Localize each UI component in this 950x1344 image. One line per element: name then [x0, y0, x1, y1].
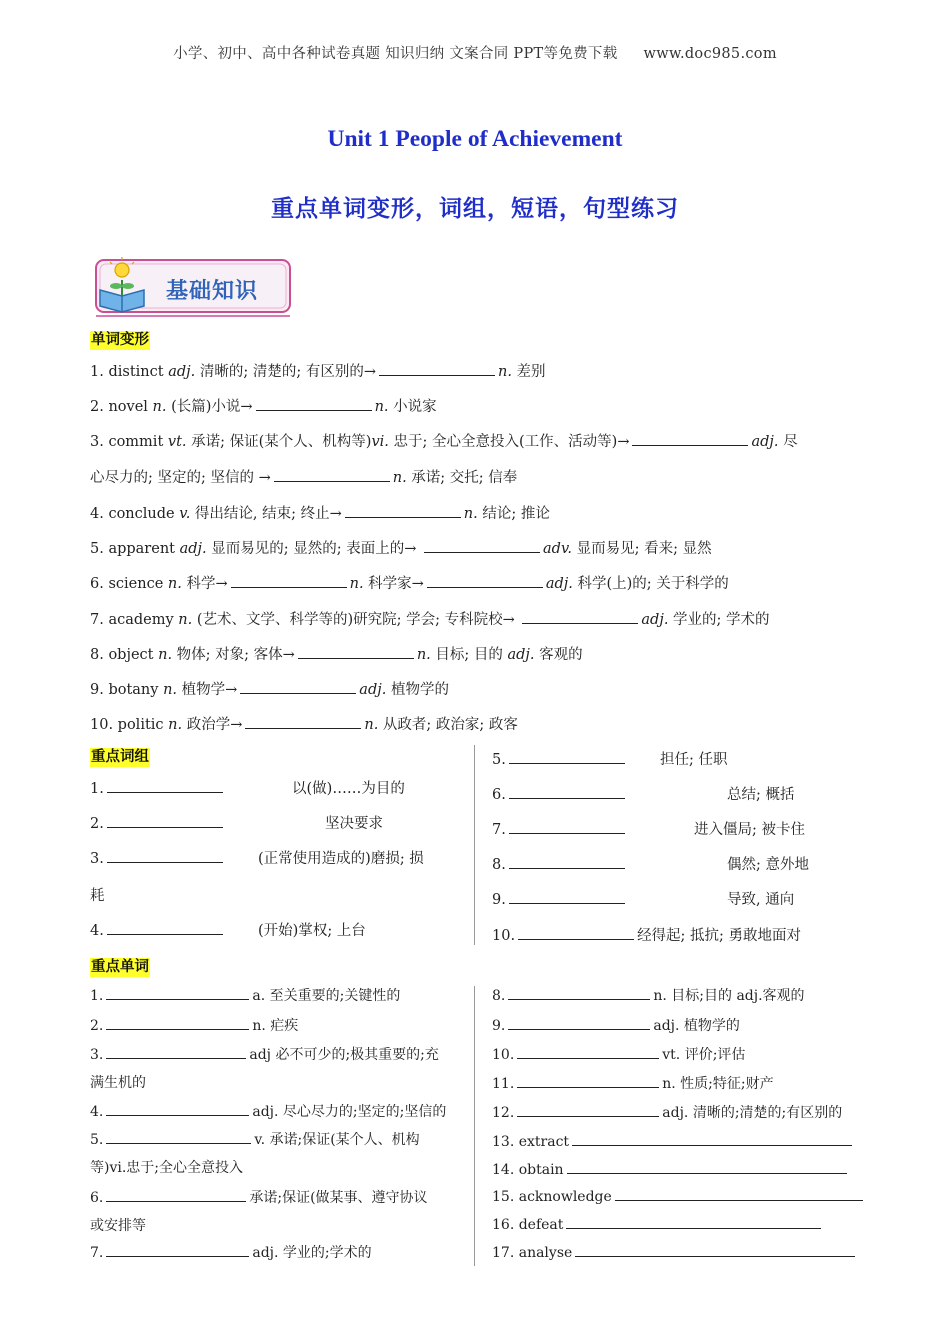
item-meaning: adj 必不可少的;极其重要的;充	[249, 1047, 439, 1063]
item-meaning: n. 目标;目的 adj.客观的	[653, 988, 805, 1004]
answer-blank[interactable]	[509, 855, 625, 869]
item-meaning: 清晰的; 清楚的; 有区别的→	[195, 364, 376, 380]
item-meaning: 客观的	[534, 647, 583, 663]
part-of-speech: adj.	[179, 541, 207, 557]
answer-blank[interactable]	[106, 1243, 249, 1257]
item-meaning: n. 疟疾	[252, 1018, 299, 1034]
item-meaning: 小说家	[388, 399, 437, 415]
item-word: apparent	[108, 541, 175, 557]
item-meaning: adj. 植物学的	[653, 1018, 740, 1034]
part-of-speech: n.	[364, 717, 379, 733]
item-meaning: 承诺; 保证(某个人、机构等)	[186, 434, 372, 450]
item-number: 2.	[90, 1018, 104, 1034]
item-meaning: 耗	[90, 888, 105, 904]
item-number: 5.	[90, 541, 104, 557]
item-number: 16.	[492, 1217, 515, 1233]
phrase-item	[492, 785, 862, 805]
item-number: 7.	[90, 612, 104, 628]
item-meaning: 忠于; 全心全意投入(工作、活动等)→	[388, 434, 630, 450]
item-number: 5.	[90, 1132, 104, 1148]
item-number: 6.	[90, 1190, 104, 1206]
item-number: 14.	[492, 1162, 515, 1178]
item-number: 6.	[90, 576, 104, 592]
word-form-item	[90, 680, 449, 700]
item-meaning: 结论; 推论	[477, 506, 550, 522]
phrase-item	[90, 886, 460, 906]
answer-blank[interactable]	[106, 1045, 246, 1059]
item-meaning: 坚决要求	[325, 816, 383, 832]
answer-blank[interactable]	[509, 750, 625, 764]
column-divider	[474, 745, 475, 945]
item-meaning: 导致, 通向	[727, 892, 795, 908]
word-form-item	[90, 645, 583, 665]
key-word-item	[90, 1073, 146, 1093]
part-of-speech: adj.	[545, 576, 573, 592]
item-number: 10.	[492, 928, 516, 944]
answer-blank[interactable]	[508, 986, 650, 1000]
item-number: 8.	[492, 857, 506, 873]
answer-blank[interactable]	[106, 986, 249, 1000]
answer-blank[interactable]	[274, 468, 390, 482]
answer-blank[interactable]	[517, 1074, 659, 1088]
item-word: politic	[117, 717, 164, 733]
item-word: science	[108, 576, 164, 592]
item-number: 3.	[90, 851, 104, 867]
part-of-speech: v.	[179, 506, 191, 522]
key-word-item	[492, 1103, 842, 1123]
part-of-speech: n.	[168, 717, 183, 733]
phrase-item	[492, 926, 862, 946]
answer-blank[interactable]	[231, 574, 347, 588]
answer-blank[interactable]	[424, 539, 540, 553]
section-label-phrases: 重点词组	[91, 749, 149, 765]
item-word: acknowledge	[518, 1189, 612, 1205]
item-number: 2.	[90, 399, 104, 415]
key-word-item	[90, 1102, 446, 1122]
part-of-speech: vi.	[371, 434, 389, 450]
part-of-speech: adv.	[543, 541, 573, 557]
part-of-speech: n.	[392, 470, 407, 486]
phrase-item	[90, 779, 460, 799]
banner-label: 基础知识	[166, 279, 259, 304]
key-word-item	[492, 1243, 858, 1263]
item-meaning: 尽	[778, 434, 798, 450]
answer-blank[interactable]	[522, 610, 638, 624]
item-number: 10.	[90, 717, 114, 733]
item-number: 8.	[90, 647, 104, 663]
item-number: 3.	[90, 434, 104, 450]
item-meaning: 科学→	[181, 576, 228, 592]
answer-blank[interactable]	[107, 779, 223, 793]
item-number: 9.	[90, 682, 104, 698]
phrase-item	[90, 849, 460, 869]
section-label-word-forms: 单词变形	[91, 332, 149, 348]
word-form-item	[90, 574, 729, 594]
item-meaning: 物体; 对象; 客体→	[172, 647, 295, 663]
part-of-speech: n.	[158, 647, 173, 663]
answer-blank[interactable]	[509, 890, 625, 904]
column-divider	[474, 986, 475, 1266]
item-meaning: (正常使用造成的)磨损; 损	[258, 851, 424, 867]
answer-blank[interactable]	[509, 820, 625, 834]
page-subtitle: 重点单词变形，词组，短语，句型练习	[271, 196, 679, 222]
answer-blank[interactable]	[379, 362, 495, 376]
item-meaning: 得出结论, 结束; 终止→	[190, 506, 342, 522]
key-word-item	[492, 1132, 855, 1152]
part-of-speech: n.	[167, 576, 182, 592]
item-meaning: 满生机的	[90, 1075, 146, 1091]
item-meaning: (艺术、文学、科学等的)研究院; 学会; 专科院校→	[192, 612, 520, 628]
item-word: conclude	[108, 506, 175, 522]
answer-blank[interactable]	[517, 1045, 659, 1059]
key-word-item	[90, 1130, 420, 1150]
item-word: novel	[108, 399, 148, 415]
phrase-item	[90, 921, 460, 941]
word-form-item	[90, 432, 798, 452]
answer-blank[interactable]	[298, 645, 414, 659]
section-label-key-words: 重点单词	[91, 959, 149, 975]
word-form-item	[90, 539, 712, 559]
item-meaning: 心尽力的; 坚定的; 坚信的 →	[90, 470, 271, 486]
item-number: 6.	[492, 787, 506, 803]
answer-blank[interactable]	[245, 715, 361, 729]
item-meaning: v. 承诺;保证(某个人、机构	[254, 1132, 420, 1148]
item-number: 3.	[90, 1047, 104, 1063]
item-meaning: (长篇)小说→	[166, 399, 253, 415]
item-number: 10.	[492, 1047, 515, 1063]
key-word-item	[492, 986, 805, 1006]
item-meaning: 植物学→	[177, 682, 238, 698]
part-of-speech: n.	[178, 612, 193, 628]
key-word-item	[492, 1187, 866, 1207]
item-number: 5.	[492, 752, 506, 768]
item-word: object	[108, 647, 154, 663]
item-meaning: 以(做)……为目的	[292, 781, 405, 797]
word-form-item	[90, 504, 550, 524]
answer-blank[interactable]	[508, 1016, 650, 1030]
key-word-item	[90, 1243, 372, 1263]
part-of-speech: adj.	[507, 647, 535, 663]
item-meaning: 科学(上)的; 关于科学的	[572, 576, 729, 592]
word-form-item	[90, 610, 770, 630]
item-meaning: 显而易见的; 显然的; 表面上的→	[206, 541, 422, 557]
item-meaning: vt. 评价;评估	[662, 1047, 746, 1063]
answer-blank[interactable]	[106, 1188, 246, 1202]
item-word: analyse	[518, 1245, 573, 1261]
item-meaning: adj. 尽心尽力的;坚定的;坚信的	[252, 1104, 447, 1120]
item-meaning: 总结; 概括	[727, 787, 795, 803]
answer-blank[interactable]	[106, 1102, 249, 1116]
item-word: defeat	[518, 1217, 564, 1233]
key-word-item	[492, 1074, 774, 1094]
phrase-item	[90, 814, 460, 834]
item-meaning: 经得起; 抵抗; 勇敢地面对	[637, 928, 802, 944]
item-number: 4.	[90, 923, 104, 939]
item-meaning: 科学家→	[363, 576, 424, 592]
item-number: 9.	[492, 1018, 506, 1034]
phrase-item	[492, 890, 862, 910]
answer-blank[interactable]	[107, 814, 223, 828]
item-meaning: 承诺; 交托; 信奉	[406, 470, 518, 486]
item-meaning: 等)vi.忠于;全心全意投入	[90, 1160, 244, 1176]
item-meaning: 担任; 任职	[660, 752, 728, 768]
answer-blank[interactable]	[632, 432, 748, 446]
item-number: 1.	[90, 988, 104, 1004]
item-number: 4.	[90, 506, 104, 522]
item-number: 13.	[492, 1134, 515, 1150]
item-meaning: 政治学→	[182, 717, 243, 733]
answer-blank[interactable]	[106, 1130, 251, 1144]
part-of-speech: n.	[152, 399, 167, 415]
item-meaning: n. 性质;特征;财产	[662, 1076, 774, 1092]
item-word: botany	[108, 682, 159, 698]
phrase-item	[492, 820, 862, 840]
item-number: 8.	[492, 988, 506, 1004]
part-of-speech: n.	[349, 576, 364, 592]
item-meaning: adj. 学业的;学术的	[252, 1245, 372, 1261]
item-number: 7.	[90, 1245, 104, 1261]
part-of-speech: adj.	[641, 612, 669, 628]
word-form-item	[90, 397, 437, 417]
phrase-item	[492, 750, 862, 770]
item-meaning: a. 至关重要的;关键性的	[252, 988, 401, 1004]
item-number: 15.	[492, 1189, 515, 1205]
item-meaning: 植物学的	[386, 682, 449, 698]
answer-blank[interactable]	[256, 397, 372, 411]
phrase-item	[492, 855, 862, 875]
key-word-item	[90, 1216, 146, 1236]
header-text: 小学、初中、高中各种试卷真题 知识归纳 文案合同 PPT等免费下载	[173, 46, 618, 62]
item-number: 11.	[492, 1076, 515, 1092]
part-of-speech: n.	[416, 647, 431, 663]
answer-blank[interactable]	[107, 849, 223, 863]
answer-blank[interactable]	[107, 921, 223, 935]
part-of-speech: adj.	[359, 682, 387, 698]
key-word-item	[90, 986, 400, 1006]
item-meaning: 目标; 目的	[430, 647, 508, 663]
key-word-item	[492, 1160, 850, 1180]
item-number: 1.	[90, 364, 104, 380]
word-form-item	[90, 468, 517, 488]
item-word: commit	[108, 434, 164, 450]
answer-blank[interactable]	[575, 1243, 855, 1257]
page-header	[0, 42, 950, 63]
part-of-speech: n.	[163, 682, 178, 698]
item-word: obtain	[518, 1162, 564, 1178]
item-number: 9.	[492, 892, 506, 908]
part-of-speech: adj.	[168, 364, 196, 380]
item-word: academy	[108, 612, 174, 628]
answer-blank[interactable]	[566, 1215, 821, 1229]
item-meaning: 承诺;保证(做某事、遵守协议	[249, 1190, 428, 1206]
key-word-item	[90, 1188, 428, 1208]
answer-blank[interactable]	[240, 680, 356, 694]
item-meaning: (开始)掌权; 上台	[258, 923, 366, 939]
item-number: 2.	[90, 816, 104, 832]
item-meaning: 进入僵局; 被卡住	[694, 822, 805, 838]
item-number: 4.	[90, 1104, 104, 1120]
answer-blank[interactable]	[567, 1160, 847, 1174]
part-of-speech: adj.	[751, 434, 779, 450]
item-number: 17.	[492, 1245, 515, 1261]
item-number: 12.	[492, 1105, 515, 1121]
answer-blank[interactable]	[106, 1016, 249, 1030]
answer-blank[interactable]	[509, 785, 625, 799]
part-of-speech: n.	[463, 506, 478, 522]
item-meaning: 偶然; 意外地	[727, 857, 809, 873]
key-word-item	[492, 1215, 824, 1235]
answer-blank[interactable]	[572, 1132, 852, 1146]
key-word-item	[90, 1016, 298, 1036]
part-of-speech: vt.	[167, 434, 187, 450]
key-word-item	[90, 1045, 439, 1065]
key-word-item	[492, 1045, 745, 1065]
answer-blank[interactable]	[345, 504, 461, 518]
item-meaning: 差别	[511, 364, 546, 380]
word-form-item	[90, 715, 518, 735]
key-word-item	[90, 1158, 243, 1178]
item-word: distinct	[108, 364, 164, 380]
item-meaning: 或安排等	[90, 1218, 146, 1234]
part-of-speech: n.	[374, 399, 389, 415]
answer-blank[interactable]	[518, 926, 634, 940]
answer-blank[interactable]	[427, 574, 543, 588]
item-word: extract	[518, 1134, 570, 1150]
part-of-speech: n.	[497, 364, 512, 380]
header-site: www.doc985.com	[643, 46, 777, 62]
page-title: Unit 1 People of Achievement	[327, 126, 623, 152]
item-meaning: 从政者; 政治家; 政客	[378, 717, 518, 733]
answer-blank[interactable]	[615, 1187, 863, 1201]
item-meaning: adj. 清晰的;清楚的;有区别的	[662, 1105, 843, 1121]
item-meaning: 显而易见; 看来; 显然	[572, 541, 712, 557]
item-number: 1.	[90, 781, 104, 797]
key-word-item	[492, 1016, 740, 1036]
answer-blank[interactable]	[517, 1103, 659, 1117]
item-number: 7.	[492, 822, 506, 838]
section-banner	[90, 256, 295, 318]
item-meaning: 学业的; 学术的	[668, 612, 770, 628]
word-form-item	[90, 362, 546, 382]
